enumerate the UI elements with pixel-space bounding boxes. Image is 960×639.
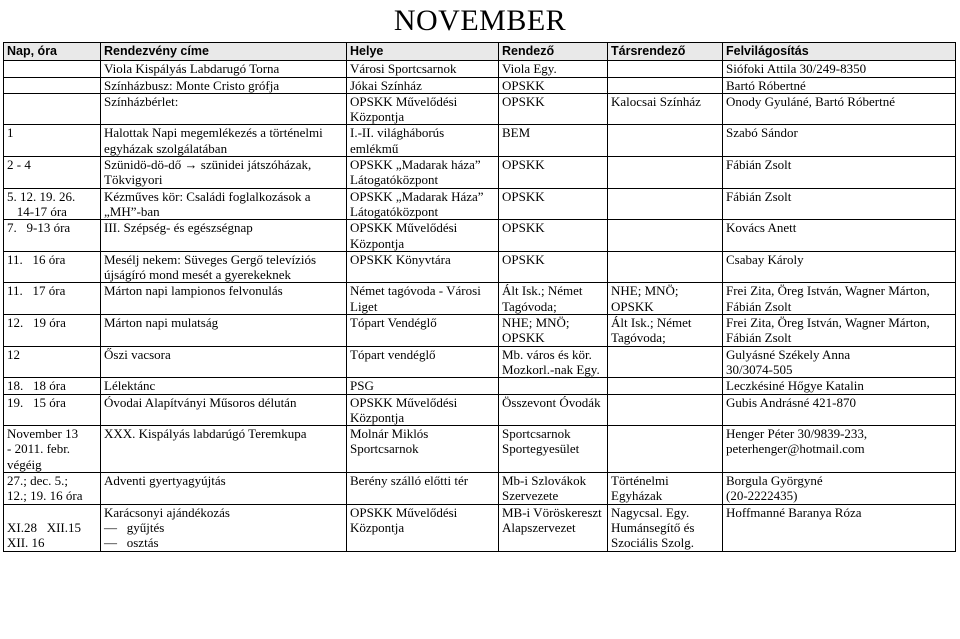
table-cell: III. Szépség- és egészségnap: [101, 220, 347, 252]
table-cell: Berény szálló előtti tér: [347, 473, 499, 505]
table-cell: Színházbusz: Monte Cristo grófja: [101, 77, 347, 93]
table-cell: 18. 18 óra: [4, 378, 101, 394]
header-cell: Rendezvény címe: [101, 43, 347, 61]
events-table: [3, 42, 956, 552]
table-cell: Csabay Károly: [723, 251, 956, 283]
table-row: [4, 220, 956, 252]
table-cell: OPSKK: [499, 220, 608, 252]
page-title: NOVEMBER: [393, 4, 567, 37]
table-cell: [4, 61, 101, 77]
table-row: [4, 157, 956, 189]
table-cell: XI.28 XII.15 XII. 16: [4, 504, 101, 551]
header-cell: Rendező: [499, 43, 608, 61]
table-cell: Leczkésiné Hőgye Katalin: [723, 378, 956, 394]
table-cell: [608, 188, 723, 220]
header-cell: Társrendező: [608, 43, 723, 61]
table-row: [4, 188, 956, 220]
header-cell: Helye: [347, 43, 499, 61]
table-cell: Városi Sportcsarnok: [347, 61, 499, 77]
table-cell: Gubis Andrásné 421-870: [723, 394, 956, 426]
table-row: [4, 283, 956, 315]
table-cell: Történelmi Egyházak: [608, 473, 723, 505]
table-cell: OPSKK Művelődési Központja: [347, 93, 499, 125]
table-cell: Fábián Zsolt: [723, 157, 956, 189]
table-cell: Gulyásné Székely Anna 30/3074-505: [723, 346, 956, 378]
table-cell: OPSKK „Madarak Háza” Látogatóközpont: [347, 188, 499, 220]
table-cell: Frei Zita, Öreg István, Wagner Márton, Fábián Zsolt: [723, 315, 956, 347]
table-cell: Német tagóvoda - Városi Liget: [347, 283, 499, 315]
table-cell: Mb-i Szlovákok Szervezete: [499, 473, 608, 505]
table-cell: 11. 17 óra: [4, 283, 101, 315]
table-cell: [608, 394, 723, 426]
table-cell: 12. 19 óra: [4, 315, 101, 347]
table-cell: Onody Gyuláné, Bartó Róbertné: [723, 93, 956, 125]
table-cell: Sportcsarnok Sportegyesület: [499, 426, 608, 473]
table-cell: Ált Isk.; Német Tagóvoda;: [608, 315, 723, 347]
table-cell: Jókai Színház: [347, 77, 499, 93]
table-cell: Szabó Sándor: [723, 125, 956, 157]
table-cell: [499, 378, 608, 394]
table-cell: 11. 16 óra: [4, 251, 101, 283]
table-cell: XXX. Kispályás labdarúgó Teremkupa: [101, 426, 347, 473]
table-cell: November 13 - 2011. febr. végéig: [4, 426, 101, 473]
table-cell: Tópart vendéglő: [347, 346, 499, 378]
table-cell: 27.; dec. 5.; 12.; 19. 16 óra: [4, 473, 101, 505]
table-cell: [4, 93, 101, 125]
table-cell: Halottak Napi megemlékezés a történelmi egyházak szolgálatában: [101, 125, 347, 157]
table-cell: Színházbérlet:: [101, 93, 347, 125]
table-cell: 1: [4, 125, 101, 157]
table-cell: Molnár Miklós Sportcsarnok: [347, 426, 499, 473]
table-cell: BEM: [499, 125, 608, 157]
table-row: [4, 315, 956, 347]
table-cell: Borgula Györgyné (20-2222435): [723, 473, 956, 505]
table-cell: Összevont Óvodák: [499, 394, 608, 426]
table-cell: [608, 426, 723, 473]
header-cell: Nap, óra: [4, 43, 101, 61]
table-cell: OPSKK: [499, 93, 608, 125]
table-row: [4, 61, 956, 77]
table-cell: Viola Egy.: [499, 61, 608, 77]
table-cell: Frei Zita, Öreg István, Wagner Márton, Fábián Zsolt: [723, 283, 956, 315]
table-row: [4, 394, 956, 426]
table-row: [4, 473, 956, 505]
table-cell: NHE; MNÖ; OPSKK: [608, 283, 723, 315]
table-cell: Bartó Róbertné: [723, 77, 956, 93]
table-cell: OPSKK Művelődési Központja: [347, 394, 499, 426]
table-cell: [608, 61, 723, 77]
table-cell: Kovács Anett: [723, 220, 956, 252]
table-cell: 7. 9-13 óra: [4, 220, 101, 252]
table-cell: [608, 378, 723, 394]
table-cell: Kalocsai Színház: [608, 93, 723, 125]
table-cell: OPSKK „Madarak háza” Látogatóközpont: [347, 157, 499, 189]
table-row: [4, 378, 956, 394]
table-cell: Márton napi lampionos felvonulás: [101, 283, 347, 315]
table-row: [4, 504, 956, 551]
table-cell: Szünidö-dö-dő → szünidei játszóházak, Tökvigyori: [101, 157, 347, 189]
table-cell: [608, 220, 723, 252]
table-row: [4, 251, 956, 283]
table-cell: OPSKK: [499, 77, 608, 93]
table-cell: Őszi vacsora: [101, 346, 347, 378]
table-cell: [608, 125, 723, 157]
header-row: [4, 43, 956, 61]
table-cell: [608, 157, 723, 189]
table-cell: Hoffmanné Baranya Róza: [723, 504, 956, 551]
table-cell: [4, 77, 101, 93]
table-cell: Óvodai Alapítványi Műsoros délután: [101, 394, 347, 426]
table-cell: 5. 12. 19. 26. 14-17 óra: [4, 188, 101, 220]
table-cell: I.-II. világháborús emlékmű: [347, 125, 499, 157]
table-cell: OPSKK Könyvtára: [347, 251, 499, 283]
table-cell: Mb. város és kör. Mozkorl.-nak Egy.: [499, 346, 608, 378]
table-cell: OPSKK Művelődési Központja: [347, 504, 499, 551]
table-cell: Adventi gyertyagyújtás: [101, 473, 347, 505]
table-cell: Siófoki Attila 30/249-8350: [723, 61, 956, 77]
table-cell: 2 - 4: [4, 157, 101, 189]
table-cell: MB-i Vöröskereszt Alapszervezet: [499, 504, 608, 551]
table-cell: 19. 15 óra: [4, 394, 101, 426]
table-cell: OPSKK: [499, 188, 608, 220]
header-cell: Felvilágosítás: [723, 43, 956, 61]
table-cell: Tópart Vendéglő: [347, 315, 499, 347]
table-row: [4, 125, 956, 157]
table-cell: Henger Péter 30/9839-233, peterhenger@hotmail.com: [723, 426, 956, 473]
table-row: [4, 346, 956, 378]
table-cell: OPSKK Művelődési Központja: [347, 220, 499, 252]
table-cell: [608, 77, 723, 93]
table-row: [4, 93, 956, 125]
table-cell: NHE; MNÖ; OPSKK: [499, 315, 608, 347]
table-cell: [608, 346, 723, 378]
table-cell: Nagycsal. Egy. Humánsegítő és Szociális Szolg.: [608, 504, 723, 551]
table-cell: Kézműves kör: Családi foglalkozások a „MH”-ban: [101, 188, 347, 220]
table-cell: Márton napi mulatság: [101, 315, 347, 347]
table-row: [4, 426, 956, 473]
table-row: [4, 77, 956, 93]
table-cell: PSG: [347, 378, 499, 394]
table-cell: OPSKK: [499, 157, 608, 189]
table-cell: [608, 251, 723, 283]
table-cell: 12: [4, 346, 101, 378]
table-cell: Mesélj nekem: Süveges Gergő televíziós újságíró mond mesét a gyerekeknek: [101, 251, 347, 283]
table-cell: Lélektánc: [101, 378, 347, 394]
table-cell: Viola Kispályás Labdarugó Torna: [101, 61, 347, 77]
table-cell: Ált Isk.; Német Tagóvoda;: [499, 283, 608, 315]
table-cell: Karácsonyi ajándékozás — gyűjtés — osztás: [101, 504, 347, 551]
table-cell: OPSKK: [499, 251, 608, 283]
table-cell: Fábián Zsolt: [723, 188, 956, 220]
